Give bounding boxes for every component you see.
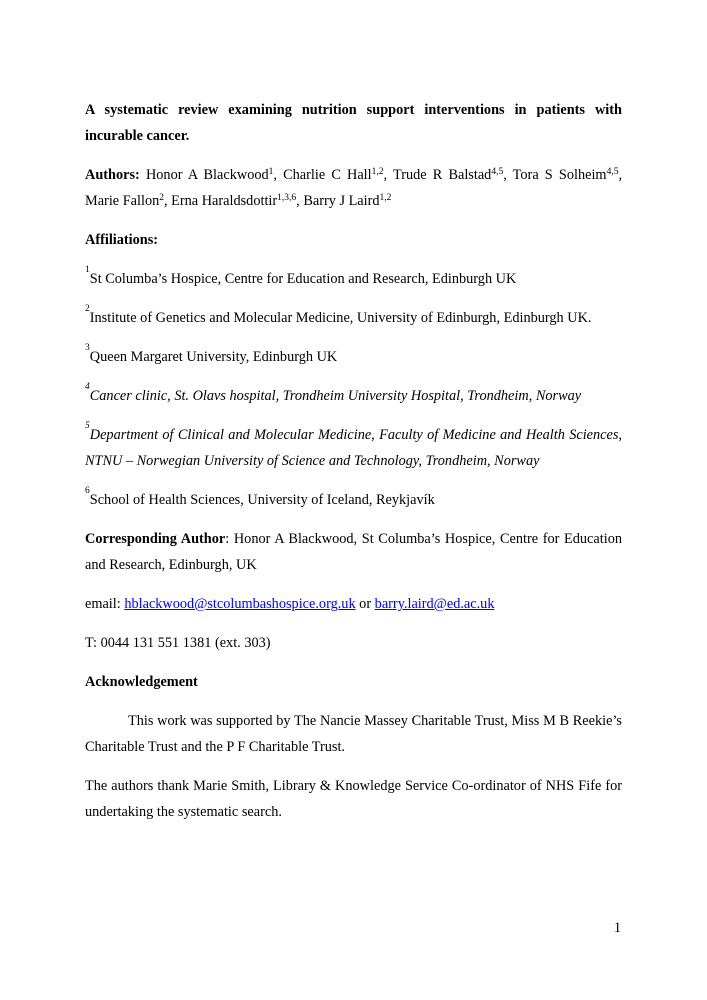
author-separator: , bbox=[164, 193, 172, 209]
affiliation-text: Department of Clinical and Molecular Medicine, Faculty of Medicine and Health Sciences, NTNU – Norwegian University of Science and Technology, Trondheim, Norway bbox=[85, 427, 622, 469]
affiliation-superscript: 5 bbox=[85, 420, 90, 431]
author-name: Barry J Laird bbox=[303, 193, 380, 209]
author-separator: , bbox=[273, 167, 284, 183]
author-name: Erna Haraldsdottir bbox=[171, 193, 278, 209]
author-superscript: 1,2 bbox=[379, 192, 392, 203]
affiliation-superscript: 4 bbox=[85, 381, 90, 392]
affiliation-1 bbox=[85, 266, 622, 292]
authors-paragraph bbox=[85, 162, 622, 214]
affiliation-superscript: 3 bbox=[85, 342, 90, 353]
author-superscript: 1,3,6 bbox=[277, 192, 297, 203]
affiliation-superscript: 6 bbox=[85, 485, 90, 496]
affiliations-heading: Affiliations: bbox=[85, 232, 159, 248]
email-separator: or bbox=[355, 596, 375, 612]
affiliation-5 bbox=[85, 422, 622, 474]
email-paragraph bbox=[85, 591, 622, 617]
authors-label: Authors: bbox=[85, 167, 146, 183]
affiliation-superscript: 2 bbox=[85, 303, 90, 314]
corresponding-author-paragraph bbox=[85, 526, 622, 578]
page-number: 1 bbox=[613, 920, 621, 936]
author-superscript: 2 bbox=[159, 192, 164, 203]
affiliation-text: Cancer clinic, St. Olavs hospital, Trondheim University Hospital, Trondheim, Norway bbox=[89, 388, 582, 404]
paper-title: A systematic review examining nutrition support interventions in patients with incurable cancer. bbox=[85, 102, 622, 144]
affiliation-4 bbox=[85, 383, 622, 409]
acknowledgement-paragraph-2: The authors thank Marie Smith, Library & Knowledge Service Co-ordinator of NHS Fife for undertaking the systematic search. bbox=[85, 778, 622, 820]
author-separator: , bbox=[618, 167, 623, 183]
affiliation-text: Queen Margaret University, Edinburgh UK bbox=[89, 349, 338, 365]
author-name: Marie Fallon bbox=[85, 193, 160, 209]
affiliation-text: St Columba’s Hospice, Centre for Education and Research, Edinburgh UK bbox=[89, 271, 517, 287]
author-superscript: 4,5 bbox=[491, 166, 504, 177]
affiliation-2 bbox=[85, 305, 622, 331]
acknowledgement-heading: Acknowledgement bbox=[85, 674, 198, 690]
email-link-1[interactable]: hblackwood@stcolumbashospice.org.uk bbox=[124, 596, 356, 612]
author-name: Honor A Blackwood bbox=[145, 167, 269, 183]
email-link-2[interactable]: barry.laird@ed.ac.uk bbox=[374, 596, 495, 612]
affiliation-superscript: 1 bbox=[85, 264, 90, 275]
email-label: email: bbox=[85, 596, 125, 612]
phone-line: T: 0044 131 551 1381 (ext. 303) bbox=[85, 635, 271, 651]
author-name: Charlie C Hall bbox=[283, 167, 372, 183]
affiliation-3 bbox=[85, 344, 622, 370]
affiliation-text: School of Health Sciences, University of Iceland, Reykjavík bbox=[89, 492, 435, 508]
author-separator: , bbox=[296, 193, 304, 209]
author-superscript: 1,2 bbox=[371, 166, 384, 177]
corresponding-author-label: Corresponding Author bbox=[85, 531, 226, 547]
author-name: Tora S Solheim bbox=[512, 167, 607, 183]
author-superscript: 1 bbox=[268, 166, 274, 177]
affiliation-6 bbox=[85, 487, 622, 513]
acknowledgement-paragraph-1: This work was supported by The Nancie Massey Charitable Trust, Miss M B Reekie’s Charitable Trust and the P F Charitable Trust. bbox=[85, 713, 622, 755]
author-separator: , bbox=[503, 167, 513, 183]
author-superscript: 4,5 bbox=[606, 166, 619, 177]
author-separator: , bbox=[383, 167, 393, 183]
author-name: Trude R Balstad bbox=[392, 167, 492, 183]
corresponding-author-text: : Honor A Blackwood, St Columba’s Hospice, Centre for Education and Research, Edinburgh, UK bbox=[85, 531, 622, 573]
affiliation-text: Institute of Genetics and Molecular Medicine, University of Edinburgh, Edinburgh UK. bbox=[89, 310, 592, 326]
